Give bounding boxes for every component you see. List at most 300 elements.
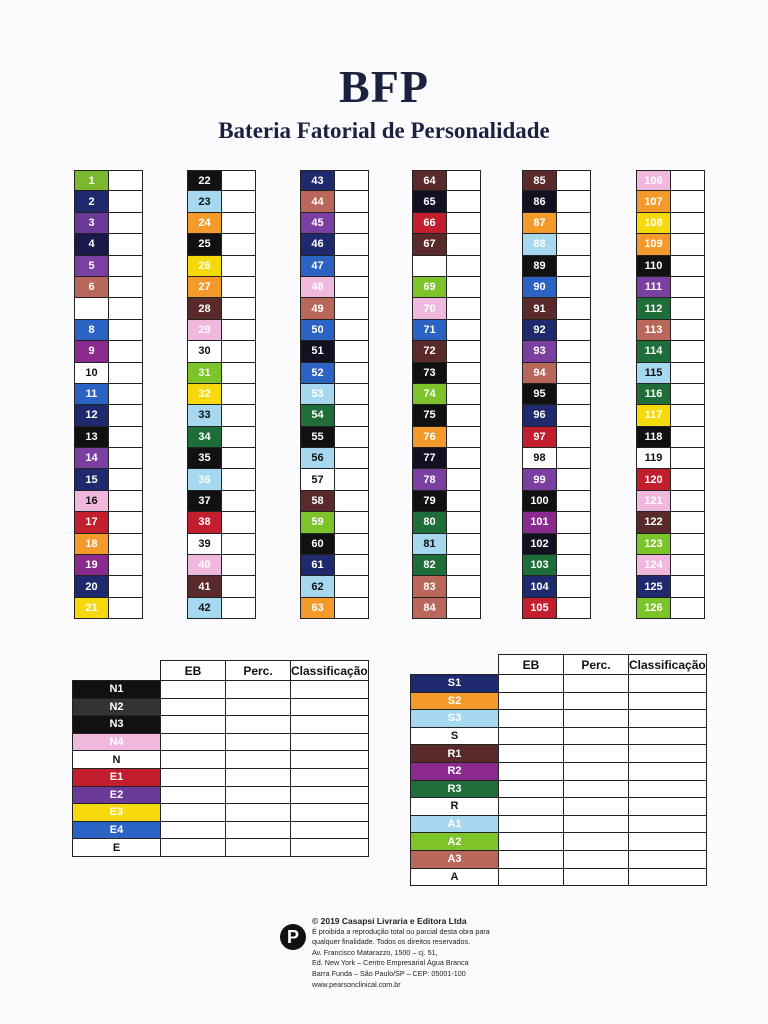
answer-box[interactable] <box>221 427 256 448</box>
score-cell[interactable] <box>161 681 226 699</box>
item-number: 1 <box>74 170 108 191</box>
item-row <box>187 598 256 619</box>
item-row <box>636 191 705 212</box>
score-cell[interactable] <box>161 786 226 804</box>
score-cell[interactable] <box>564 798 629 816</box>
answer-box[interactable] <box>221 598 256 619</box>
answer-box[interactable] <box>221 256 256 277</box>
item-row <box>74 191 143 212</box>
answer-box[interactable] <box>670 234 705 255</box>
factor-row <box>411 762 707 780</box>
item-row <box>300 598 369 619</box>
item-number: 89 <box>522 256 556 277</box>
score-cell[interactable] <box>226 804 291 822</box>
item-row <box>74 213 143 234</box>
answer-box[interactable] <box>221 191 256 212</box>
score-cell[interactable] <box>161 698 226 716</box>
item-row <box>300 234 369 255</box>
score-cell[interactable] <box>499 780 564 798</box>
score-cell[interactable] <box>291 821 369 839</box>
answer-box[interactable] <box>334 512 369 533</box>
item-number: 32 <box>187 384 221 405</box>
answer-box[interactable] <box>221 448 256 469</box>
answer-box[interactable] <box>334 234 369 255</box>
item-column <box>636 170 705 619</box>
item-row <box>187 277 256 298</box>
header-spacer <box>411 655 499 675</box>
factor-row <box>73 681 369 699</box>
item-number: 15 <box>74 469 108 490</box>
score-cell[interactable] <box>291 768 369 786</box>
answer-box[interactable] <box>221 405 256 426</box>
answer-box[interactable] <box>556 427 591 448</box>
factor-row <box>411 710 707 728</box>
item-row <box>300 427 369 448</box>
answer-box[interactable] <box>108 341 143 362</box>
answer-box[interactable] <box>446 341 481 362</box>
answer-box[interactable] <box>221 384 256 405</box>
answer-box[interactable] <box>556 598 591 619</box>
pearson-logo-icon: P <box>280 924 306 950</box>
score-cell[interactable] <box>629 710 707 728</box>
item-number: 2 <box>74 191 108 212</box>
item-number: 18 <box>74 534 108 555</box>
item-number: 88 <box>522 234 556 255</box>
item-row <box>74 405 143 426</box>
answer-box[interactable] <box>556 170 591 191</box>
score-cell[interactable] <box>629 798 707 816</box>
answer-box[interactable] <box>670 277 705 298</box>
answer-box[interactable] <box>670 534 705 555</box>
score-cell[interactable] <box>499 850 564 868</box>
item-number: 21 <box>74 598 108 619</box>
answer-box[interactable] <box>108 277 143 298</box>
factor-label: N2 <box>73 698 161 716</box>
answer-box[interactable] <box>556 191 591 212</box>
answer-box[interactable] <box>221 298 256 319</box>
answer-box[interactable] <box>670 491 705 512</box>
score-cell[interactable] <box>564 850 629 868</box>
answer-box[interactable] <box>334 341 369 362</box>
answer-box[interactable] <box>108 405 143 426</box>
score-cell[interactable] <box>291 751 369 769</box>
item-row <box>522 534 591 555</box>
answer-box[interactable] <box>334 384 369 405</box>
score-cell[interactable] <box>564 833 629 851</box>
answer-box[interactable] <box>334 213 369 234</box>
score-cell[interactable] <box>629 692 707 710</box>
answer-box[interactable] <box>108 576 143 597</box>
score-cell[interactable] <box>629 762 707 780</box>
score-cell[interactable] <box>629 780 707 798</box>
score-cell[interactable] <box>161 751 226 769</box>
item-column <box>74 170 143 619</box>
item-number: 95 <box>522 384 556 405</box>
item-row <box>636 213 705 234</box>
footer-line: Barra Funda – São Paulo/SP – CEP: 05001-100 <box>312 968 466 978</box>
answer-box[interactable] <box>556 213 591 234</box>
answer-box[interactable] <box>221 213 256 234</box>
item-number: 10 <box>74 363 108 384</box>
column-header: Perc. <box>226 661 291 681</box>
answer-box[interactable] <box>334 427 369 448</box>
answer-box[interactable] <box>556 512 591 533</box>
score-cell[interactable] <box>629 850 707 868</box>
item-number: 52 <box>300 363 334 384</box>
answer-box[interactable] <box>108 170 143 191</box>
score-cell[interactable] <box>629 868 707 886</box>
item-row <box>636 320 705 341</box>
answer-box[interactable] <box>446 384 481 405</box>
answer-box[interactable] <box>221 469 256 490</box>
score-cell[interactable] <box>161 821 226 839</box>
score-cell[interactable] <box>226 716 291 734</box>
score-cell[interactable] <box>629 745 707 763</box>
answer-box[interactable] <box>556 234 591 255</box>
item-row <box>300 320 369 341</box>
item-row <box>187 534 256 555</box>
answer-box[interactable] <box>108 598 143 619</box>
score-cell[interactable] <box>564 762 629 780</box>
answer-box[interactable] <box>670 576 705 597</box>
item-row <box>636 598 705 619</box>
item-number: 106 <box>636 170 670 191</box>
score-cell[interactable] <box>499 675 564 693</box>
item-row <box>412 469 481 490</box>
score-cell[interactable] <box>499 798 564 816</box>
answer-box[interactable] <box>670 448 705 469</box>
answer-box[interactable] <box>670 341 705 362</box>
item-number: 38 <box>187 512 221 533</box>
item-number: 28 <box>187 298 221 319</box>
item-row <box>412 598 481 619</box>
answer-box[interactable] <box>334 170 369 191</box>
answer-box[interactable] <box>446 491 481 512</box>
answer-box[interactable] <box>221 512 256 533</box>
item-row <box>412 576 481 597</box>
answer-box[interactable] <box>108 384 143 405</box>
factor-label: R1 <box>411 745 499 763</box>
score-cell[interactable] <box>161 839 226 857</box>
answer-box[interactable] <box>556 405 591 426</box>
factor-label: R <box>411 798 499 816</box>
item-number: 56 <box>300 448 334 469</box>
answer-box[interactable] <box>446 534 481 555</box>
answer-box[interactable] <box>670 256 705 277</box>
item-number: 23 <box>187 191 221 212</box>
factor-row <box>73 821 369 839</box>
answer-box[interactable] <box>221 277 256 298</box>
answer-box[interactable] <box>108 534 143 555</box>
answer-box[interactable] <box>670 384 705 405</box>
item-number: 47 <box>300 256 334 277</box>
answer-box[interactable] <box>221 491 256 512</box>
answer-box[interactable] <box>556 576 591 597</box>
answer-box[interactable] <box>446 234 481 255</box>
factor-label: R2 <box>411 762 499 780</box>
answer-box[interactable] <box>446 405 481 426</box>
answer-box[interactable] <box>108 512 143 533</box>
item-row <box>74 256 143 277</box>
factor-label: E3 <box>73 804 161 822</box>
item-number: 8 <box>74 320 108 341</box>
score-cell[interactable] <box>629 833 707 851</box>
answer-box[interactable] <box>556 555 591 576</box>
column-header: Classificação <box>629 655 707 675</box>
factor-label: N <box>73 751 161 769</box>
score-cell[interactable] <box>499 833 564 851</box>
answer-box[interactable] <box>108 191 143 212</box>
item-number: 108 <box>636 213 670 234</box>
item-row <box>187 234 256 255</box>
answer-box[interactable] <box>108 427 143 448</box>
item-number: 19 <box>74 555 108 576</box>
item-row <box>300 213 369 234</box>
answer-box[interactable] <box>670 512 705 533</box>
item-number: 55 <box>300 427 334 448</box>
score-cell[interactable] <box>291 786 369 804</box>
answer-box[interactable] <box>670 363 705 384</box>
answer-box[interactable] <box>108 320 143 341</box>
answer-box[interactable] <box>334 277 369 298</box>
answer-box[interactable] <box>334 298 369 319</box>
score-cell[interactable] <box>226 698 291 716</box>
answer-box[interactable] <box>670 298 705 319</box>
score-cell[interactable] <box>564 727 629 745</box>
score-cell[interactable] <box>226 786 291 804</box>
answer-box[interactable] <box>221 320 256 341</box>
item-number: 110 <box>636 256 670 277</box>
score-cell[interactable] <box>226 768 291 786</box>
item-number: 125 <box>636 576 670 597</box>
score-cell[interactable] <box>499 727 564 745</box>
score-cell[interactable] <box>291 716 369 734</box>
answer-box[interactable] <box>556 384 591 405</box>
factor-row <box>73 716 369 734</box>
answer-box[interactable] <box>446 191 481 212</box>
footer-line: Ed. New York – Centro Empresarial Água Branca <box>312 958 469 968</box>
answer-box[interactable] <box>446 576 481 597</box>
answer-box[interactable] <box>221 555 256 576</box>
answer-box[interactable] <box>556 277 591 298</box>
score-cell[interactable] <box>291 698 369 716</box>
item-row <box>636 277 705 298</box>
answer-box[interactable] <box>446 427 481 448</box>
answer-box[interactable] <box>108 491 143 512</box>
answer-box[interactable] <box>556 363 591 384</box>
answer-box[interactable] <box>670 191 705 212</box>
answer-box[interactable] <box>446 170 481 191</box>
answer-box[interactable] <box>446 298 481 319</box>
item-number: 116 <box>636 384 670 405</box>
answer-box[interactable] <box>334 320 369 341</box>
item-row <box>187 512 256 533</box>
score-cell[interactable] <box>499 762 564 780</box>
score-cell[interactable] <box>226 681 291 699</box>
answer-box[interactable] <box>446 469 481 490</box>
answer-box[interactable] <box>446 277 481 298</box>
item-row <box>412 213 481 234</box>
item-row <box>412 427 481 448</box>
item-number: 39 <box>187 534 221 555</box>
answer-box[interactable] <box>556 341 591 362</box>
item-number: 107 <box>636 191 670 212</box>
score-cell[interactable] <box>291 733 369 751</box>
factor-row <box>411 868 707 886</box>
answer-box[interactable] <box>108 555 143 576</box>
item-row <box>522 277 591 298</box>
answer-box[interactable] <box>556 491 591 512</box>
score-cell[interactable] <box>291 839 369 857</box>
answer-box[interactable] <box>334 469 369 490</box>
score-cell[interactable] <box>499 745 564 763</box>
score-cell[interactable] <box>161 716 226 734</box>
answer-box[interactable] <box>334 598 369 619</box>
answer-box[interactable] <box>556 256 591 277</box>
item-row <box>412 512 481 533</box>
item-row <box>300 341 369 362</box>
answer-box[interactable] <box>446 256 481 277</box>
answer-box[interactable] <box>108 256 143 277</box>
answer-box[interactable] <box>446 555 481 576</box>
answer-box[interactable] <box>446 598 481 619</box>
answer-box[interactable] <box>108 469 143 490</box>
answer-box[interactable] <box>670 170 705 191</box>
score-cell[interactable] <box>564 815 629 833</box>
item-number: 91 <box>522 298 556 319</box>
factor-label: S <box>411 727 499 745</box>
item-number: 6 <box>74 277 108 298</box>
answer-box[interactable] <box>670 555 705 576</box>
item-row <box>300 512 369 533</box>
answer-box[interactable] <box>670 598 705 619</box>
answer-box[interactable] <box>221 576 256 597</box>
answer-box[interactable] <box>108 213 143 234</box>
item-row <box>300 384 369 405</box>
item-row <box>636 363 705 384</box>
item-row <box>636 427 705 448</box>
score-cell[interactable] <box>629 727 707 745</box>
item-row <box>636 298 705 319</box>
score-cell[interactable] <box>629 675 707 693</box>
score-cell[interactable] <box>291 681 369 699</box>
item-number: 100 <box>522 491 556 512</box>
score-cell[interactable] <box>226 839 291 857</box>
score-cell[interactable] <box>226 751 291 769</box>
answer-box[interactable] <box>108 448 143 469</box>
factor-label: A3 <box>411 850 499 868</box>
answer-box[interactable] <box>221 534 256 555</box>
score-cell[interactable] <box>564 780 629 798</box>
score-cell[interactable] <box>564 675 629 693</box>
score-cell[interactable] <box>564 692 629 710</box>
item-row <box>412 491 481 512</box>
answer-box[interactable] <box>446 320 481 341</box>
score-cell[interactable] <box>499 692 564 710</box>
item-number: 112 <box>636 298 670 319</box>
answer-box[interactable] <box>556 469 591 490</box>
factor-row <box>411 833 707 851</box>
score-cell[interactable] <box>291 804 369 822</box>
score-cell[interactable] <box>629 815 707 833</box>
answer-box[interactable] <box>670 320 705 341</box>
factor-row <box>411 850 707 868</box>
item-row <box>300 448 369 469</box>
answer-box[interactable] <box>670 213 705 234</box>
score-cell[interactable] <box>564 868 629 886</box>
score-cell[interactable] <box>499 710 564 728</box>
answer-box[interactable] <box>556 448 591 469</box>
answer-box[interactable] <box>446 363 481 384</box>
item-number: 30 <box>187 341 221 362</box>
item-row <box>74 298 143 319</box>
answer-box[interactable] <box>334 491 369 512</box>
answer-box[interactable] <box>221 170 256 191</box>
answer-box[interactable] <box>446 448 481 469</box>
score-cell[interactable] <box>226 821 291 839</box>
answer-box[interactable] <box>108 234 143 255</box>
answer-box[interactable] <box>556 534 591 555</box>
answer-box[interactable] <box>108 363 143 384</box>
score-cell[interactable] <box>564 710 629 728</box>
results-table-left <box>72 660 369 857</box>
answer-box[interactable] <box>108 298 143 319</box>
item-number: 53 <box>300 384 334 405</box>
answer-box[interactable] <box>334 363 369 384</box>
answer-box[interactable] <box>556 298 591 319</box>
score-cell[interactable] <box>161 733 226 751</box>
answer-box[interactable] <box>670 405 705 426</box>
answer-box[interactable] <box>221 363 256 384</box>
answer-box[interactable] <box>334 448 369 469</box>
item-row <box>300 191 369 212</box>
item-row <box>412 341 481 362</box>
answer-box[interactable] <box>334 405 369 426</box>
answer-box[interactable] <box>334 191 369 212</box>
item-row <box>187 213 256 234</box>
score-cell[interactable] <box>499 815 564 833</box>
item-number: 83 <box>412 576 446 597</box>
footer-line: qualquer finalidade. Todos os direitos reservados. <box>312 937 471 947</box>
score-cell[interactable] <box>161 804 226 822</box>
score-cell[interactable] <box>499 868 564 886</box>
score-cell[interactable] <box>226 733 291 751</box>
score-cell[interactable] <box>564 745 629 763</box>
answer-box[interactable] <box>334 576 369 597</box>
score-cell[interactable] <box>161 768 226 786</box>
answer-box[interactable] <box>334 534 369 555</box>
item-row <box>522 555 591 576</box>
answer-box[interactable] <box>670 427 705 448</box>
answer-box[interactable] <box>334 256 369 277</box>
item-row <box>300 576 369 597</box>
item-row <box>412 555 481 576</box>
page-title: BFP <box>339 61 429 112</box>
answer-box[interactable] <box>446 512 481 533</box>
copyright-line: © 2019 Casapsi Livraria e Editora Ltda <box>312 916 467 926</box>
page-subtitle: Bateria Fatorial de Personalidade <box>218 118 550 143</box>
factor-label: A2 <box>411 833 499 851</box>
answer-box[interactable] <box>556 320 591 341</box>
answer-box[interactable] <box>221 234 256 255</box>
answer-box[interactable] <box>334 555 369 576</box>
item-number: 96 <box>522 405 556 426</box>
factor-label: A1 <box>411 815 499 833</box>
item-row <box>412 298 481 319</box>
answer-box[interactable] <box>221 341 256 362</box>
answer-box[interactable] <box>446 213 481 234</box>
answer-box[interactable] <box>670 469 705 490</box>
